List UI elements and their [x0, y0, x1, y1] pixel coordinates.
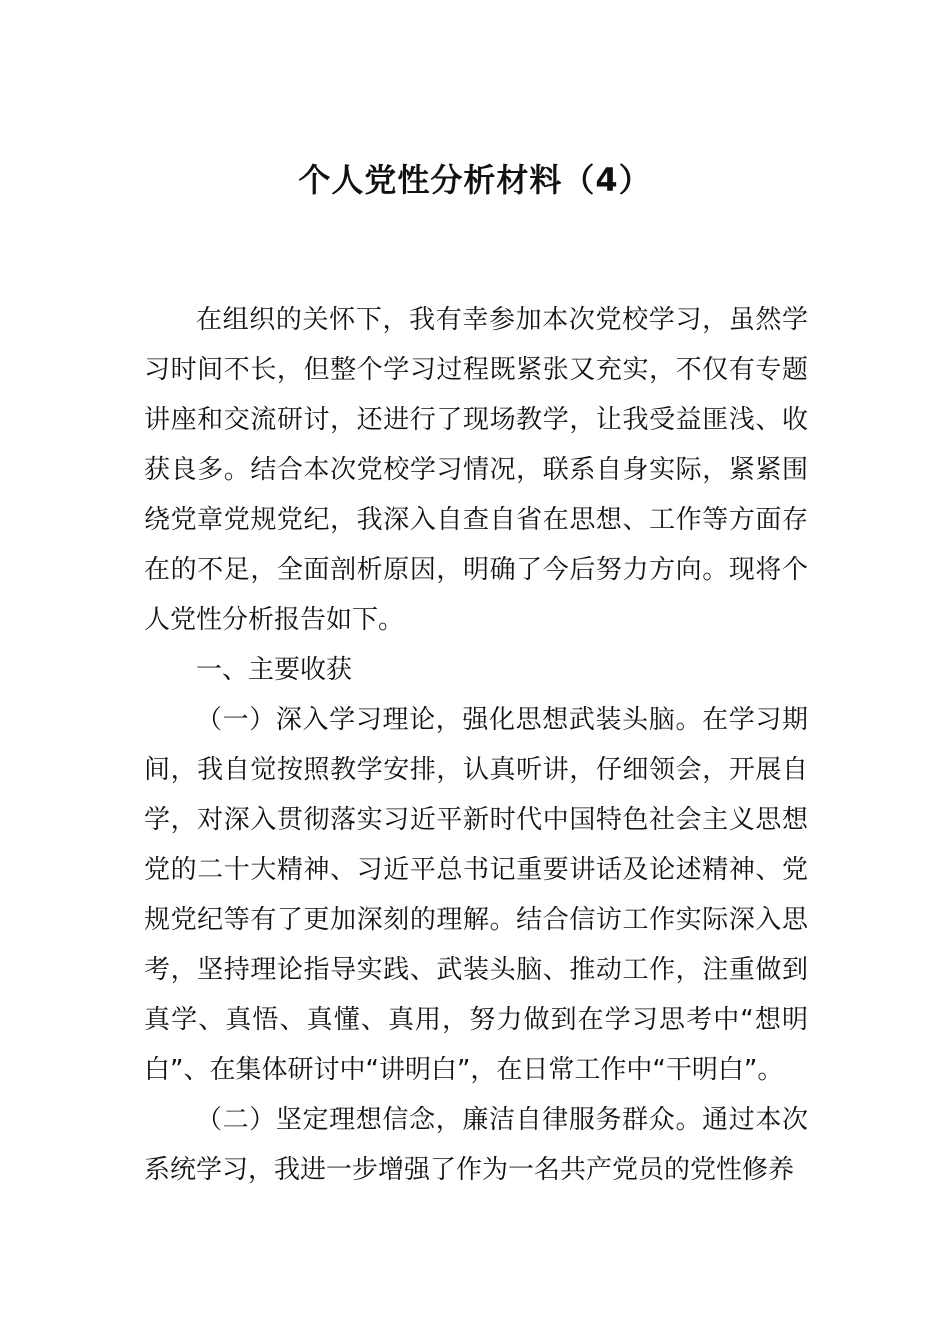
section-heading-main-gains: 一、主要收获: [196, 655, 353, 685]
document-body: [144, 295, 808, 1195]
paragraph-ideals-faith: （二）坚定理想信念，廉洁自律服务群众。通过本次系统学习，我进一步增强了作为一名共产党员的党性修养: [144, 1105, 808, 1185]
paragraph-intro: 在组织的关怀下，我有幸参加本次党校学习，虽然学习时间不长，但整个学习过程既紧张又充实，不仅有专题讲座和交流研讨，还进行了现场教学，让我受益匪浅、收获良多。结合本次党校学习情况，联系自身实际，紧紧围绕党章党规党纪，我深入自查自省在思想、工作等方面存在的不足，全面剖析原因，明确了今后努力方向。现将个人党性分析报告如下。: [144, 305, 808, 635]
document-title: 个人党性分析材料（4）: [298, 161, 652, 199]
paragraph-theory-study: （一）深入学习理论，强化思想武装头脑。在学习期间，我自觉按照教学安排，认真听讲，仔细领会，开展自学，对深入贯彻落实习近平新时代中国特色社会主义思想党的二十大精神、习近平总书记重要讲话及论述精神、党规党纪等有了更加深刻的理解。结合信访工作实际深入思考，坚持理论指导实践、武装头脑、推动工作，注重做到真学、真悟、真懂、真用，努力做到在学习思考中“想明白”、在集体研讨中“讲明白”，在日常工作中“干明白”。: [144, 705, 808, 1085]
